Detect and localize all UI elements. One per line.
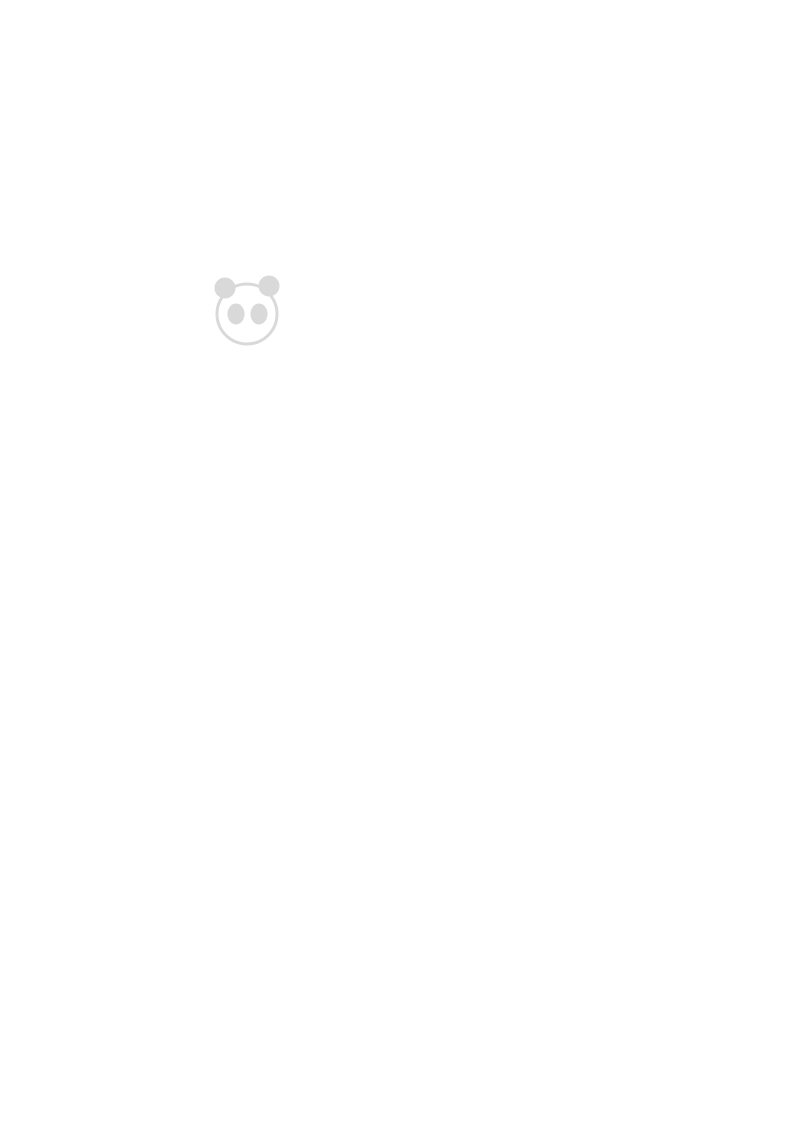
panda-logo-icon xyxy=(216,277,278,344)
exam-page xyxy=(116,60,686,80)
watermark xyxy=(205,262,435,432)
